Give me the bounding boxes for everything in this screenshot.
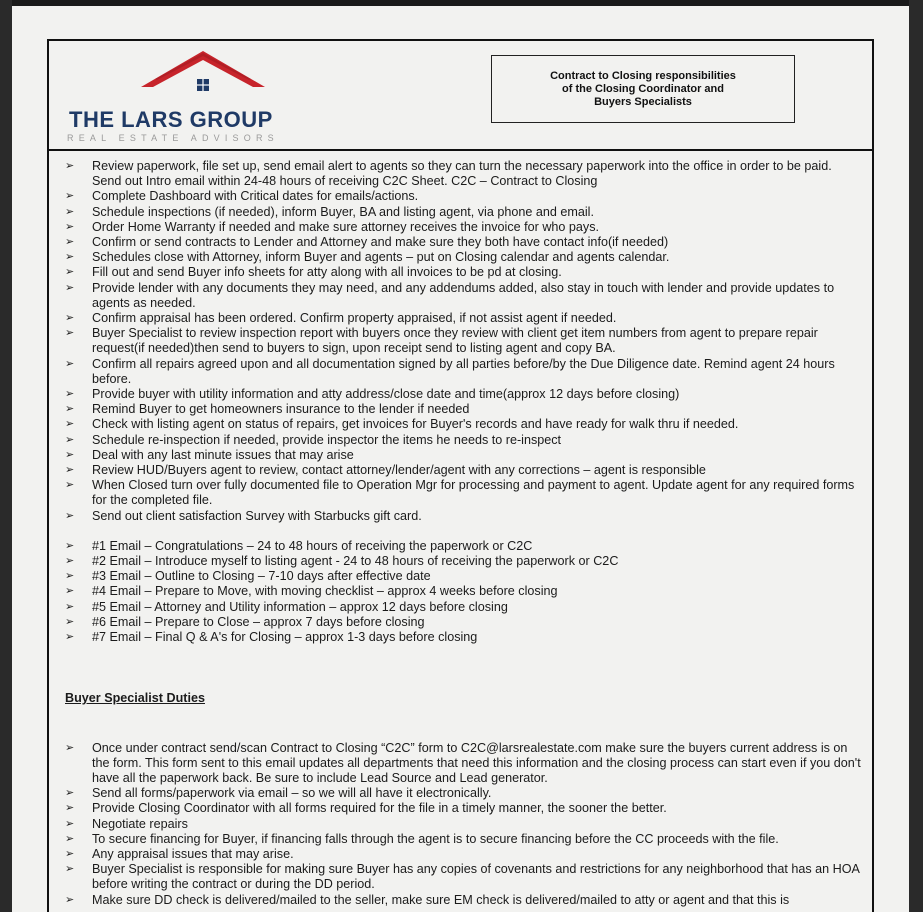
list-item: ➢ Schedule re-inspection if needed, provide inspector the items he needs to re-inspect (65, 433, 861, 448)
list-item: ➢ Provide Closing Coordinator with all forms required for the file in a timely manner, the sooner the better. (65, 801, 861, 816)
list-item: ➢ Send out client satisfaction Survey with Starbucks gift card. (65, 509, 861, 524)
title-line-2: of the Closing Coordinator and (562, 82, 724, 95)
list-item: ➢ Negotiate repairs (65, 817, 861, 832)
logo-company-name: THE LARS GROUP (69, 107, 273, 132)
list-item: ➢ Schedules close with Attorney, inform Buyer and agents – put on Closing calendar and agents calendar. (65, 250, 861, 265)
list-item: ➢ Confirm or send contracts to Lender and Attorney and make sure they both have contact info(if needed) (65, 235, 861, 250)
list-item: ➢ Review paperwork, file set up, send email alert to agents so they can turn the necessary paperwork into the office in order to be paid. Send out Intro email within 24-48 hours of receiving C2C Sheet. C2C – Contract to Closing (65, 159, 861, 189)
list-item: ➢ Buyer Specialist to review inspection report with buyers once they review with client get item numbers from agent to prepare repair request(if needed)then send to buyers to sign, upon receipt send to listing agent and copy BA. (65, 326, 861, 356)
list-spacer (65, 524, 861, 539)
list-item: ➢ Remind Buyer to get homeowners insurance to the lender if needed (65, 402, 861, 417)
list-item: ➢ #3 Email – Outline to Closing – 7-10 days after effective date (65, 569, 861, 584)
coordinator-list (65, 159, 861, 524)
list-item: ➢ Confirm all repairs agreed upon and all documentation signed by all parties before/by the Due Diligence date. Remind agent 24 hours before. (65, 357, 861, 387)
house-roof-icon (63, 49, 313, 109)
list-item: ➢ Fill out and send Buyer info sheets for atty along with all invoices to be pd at closing. (65, 265, 861, 280)
buyer-duties-list (65, 741, 861, 908)
list-item: ➢ Deal with any last minute issues that may arise (65, 448, 861, 463)
list-item: ➢ Any appraisal issues that may arise. (65, 847, 861, 862)
document-header (49, 41, 872, 151)
logo-tagline: REAL ESTATE ADVISORS (67, 133, 279, 143)
list-item: ➢ #1 Email – Congratulations – 24 to 48 hours of receiving the paperwork or C2C (65, 539, 861, 554)
list-item: ➢ Send all forms/paperwork via email – so we will all have it electronically. (65, 786, 861, 801)
list-item: ➢ Once under contract send/scan Contract to Closing “C2C” form to C2C@larsrealestate.com make sure the buyers current address is on the form. This form sent to this email updates all departments that need this information and the closing process can start even if you don't have all the paperwork back. Be sure to include Lead Source and Lead generator. (65, 741, 861, 787)
list-item: ➢ Buyer Specialist is responsible for making sure Buyer has any copies of covenants and restrictions for any neighborhood that has an HOA before writing the contract or during the DD period. (65, 862, 861, 892)
right-frame-edge (909, 0, 923, 912)
list-item: ➢ #2 Email – Introduce myself to listing agent - 24 to 48 hours of receiving the paperwork or C2C (65, 554, 861, 569)
title-line-1: Contract to Closing responsibilities (550, 69, 736, 82)
document-title-box (491, 55, 795, 123)
list-item: ➢ Order Home Warranty if needed and make sure attorney receives the invoice for who pays. (65, 220, 861, 235)
list-item: ➢ Confirm appraisal has been ordered. Confirm property appraised, if not assist agent if needed. (65, 311, 861, 326)
document-page (12, 6, 909, 912)
list-item: ➢ #4 Email – Prepare to Move, with moving checklist – approx 4 weeks before closing (65, 584, 861, 599)
list-item: ➢ When Closed turn over fully documented file to Operation Mgr for processing and payment to agent. Update agent for any required forms for the completed file. (65, 478, 861, 508)
buyer-section-title: Buyer Specialist Duties (65, 691, 205, 706)
document-content (65, 159, 861, 908)
document-border (47, 39, 874, 912)
list-item: ➢ Check with listing agent on status of repairs, get invoices for Buyer's records and have ready for walk thru if needed. (65, 417, 861, 432)
email-schedule-list (65, 539, 861, 645)
list-item: ➢ Schedule inspections (if needed), inform Buyer, BA and listing agent, via phone and email. (65, 205, 861, 220)
left-frame-edge (0, 0, 12, 912)
list-item: ➢ To secure financing for Buyer, if financing falls through the agent is to secure financing before the CC proceeds with the file. (65, 832, 861, 847)
list-item: ➢ #7 Email – Final Q & A's for Closing – approx 1-3 days before closing (65, 630, 861, 645)
list-item: ➢ #5 Email – Attorney and Utility information – approx 12 days before closing (65, 600, 861, 615)
list-item: ➢ Complete Dashboard with Critical dates for emails/actions. (65, 189, 861, 204)
title-line-3: Buyers Specialists (594, 95, 692, 108)
list-item: ➢ Make sure DD check is delivered/mailed to the seller, make sure EM check is delivered/mailed to atty or agent and that this is (65, 893, 861, 908)
list-item: ➢ #6 Email – Prepare to Close – approx 7 days before closing (65, 615, 861, 630)
company-logo (63, 49, 313, 145)
list-item: ➢ Provide lender with any documents they may need, and any addendums added, also stay in touch with lender and provide updates to agents as needed. (65, 281, 861, 311)
list-item: ➢ Review HUD/Buyers agent to review, contact attorney/lender/agent with any corrections – agent is responsible (65, 463, 861, 478)
list-item: ➢ Provide buyer with utility information and atty address/close date and time(approx 12 days before closing) (65, 387, 861, 402)
